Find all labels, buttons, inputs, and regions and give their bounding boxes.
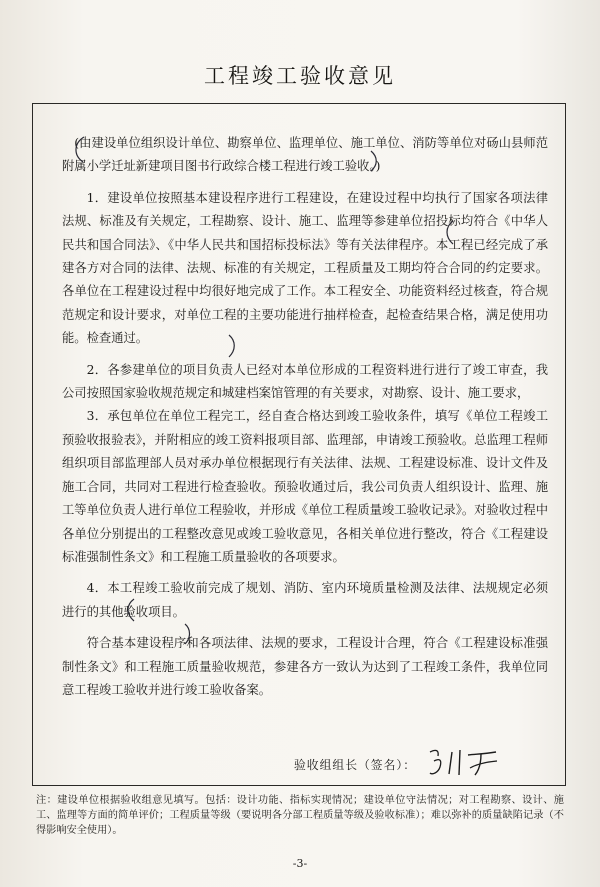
handwritten-signature: [424, 744, 508, 780]
paragraph-1: 1．建设单位按照基本建设程序进行工程建设，在建设过程中均执行了国家各项法律法规、标准及有关规定，工程勘察、设计、施工、监理等参建单位招投标均符合《中华人民共和国合同法》、《中华人民共和国招标投标法》等有关法律程序。本工程已经完成了承建各方对合同的法律、法规、标准的有关规定，工程质量及工期均符合合同的约定要求。各单位在工程建设过程中均很好地完成了工作。本工程安全、功能资料经过核查，符合规范规定和设计要求，对单位工程的主要功能进行抽样检查，起检查结果合格，满足使用功能。检查通过。: [62, 190, 548, 346]
handwritten-bracket-mark: [441, 219, 455, 247]
footnote: 注：建设单位根据验收组意见填写。包括：设计功能、指标实现情况；建设单位守法情况；对工程勘察、设计、施工、监理等方面的简单评价；工程质量等级（要说明各分部工程质量等级及验收标准）；难以弥补的质量缺陷记录（不得影响安全使用）。: [36, 795, 564, 836]
handwritten-bracket-mark: [182, 622, 194, 646]
paragraph-4: 4．本工程竣工验收前完成了规划、消防、室内环境质量检测及法律、法规规定必须进行的其他验收项目。: [62, 581, 548, 619]
handwritten-bracket-mark: [70, 135, 88, 165]
intro-paragraph: (由建设单位组织设计单位、勘察单位、监理单位、施工单位、消防等单位对砀山县师范附属小学迁址新建项目图书行政综合楼工程进行竣工验收。): [62, 136, 548, 174]
document-title: 工程竣工验收意见: [204, 64, 396, 88]
handwritten-bracket-mark: [226, 333, 240, 359]
handwritten-bracket-mark: [368, 149, 382, 173]
conclusion-paragraph: 符合基本建设程序和各项法律、法规的要求，工程设计合理，符合《工程建设标准强制性条文》和工程施工质量验收规范，参建各方一致认为达到了工程竣工条件，我单位同意工程竣工验收并进行竣工验收备案。: [62, 636, 548, 697]
paragraph-2: 2．各参建单位的项目负责人已经对本单位形成的工程资料进行进行了竣工审查，我公司按照国家验收规范规定和城建档案馆管理的有关要求，对勘察、设计、施工要求，: [62, 362, 548, 401]
signature-label: 验收组组长（签名）：: [294, 758, 417, 772]
paragraph-3: 3．承包单位在单位工程完工，经自查合格达到竣工验收条件，填写《单位工程竣工预验收报验表》，并附相应的竣工资料报项目部、监理部，申请竣工预验收。总监理工程师组织项目部监理部人员对承办单位根据现行有关法律、法规、工程建设标准、设计文件及施工合同，共同对工程进行检查验收。预验收通过后，我公司负责人组织设计、监理、施工等单位负责人进行单位工程验收，并形成《单位工程质量竣工验收记录》。对验收过程中各单位分别提出的工程整改意见或竣工验收意见，各相关单位进行整改，符合《工程建设标准强制性条文》和工程施工质量验收的各项要求。: [62, 409, 548, 564]
handwritten-bracket-mark: [122, 597, 136, 623]
page-number: -3-: [292, 857, 308, 870]
